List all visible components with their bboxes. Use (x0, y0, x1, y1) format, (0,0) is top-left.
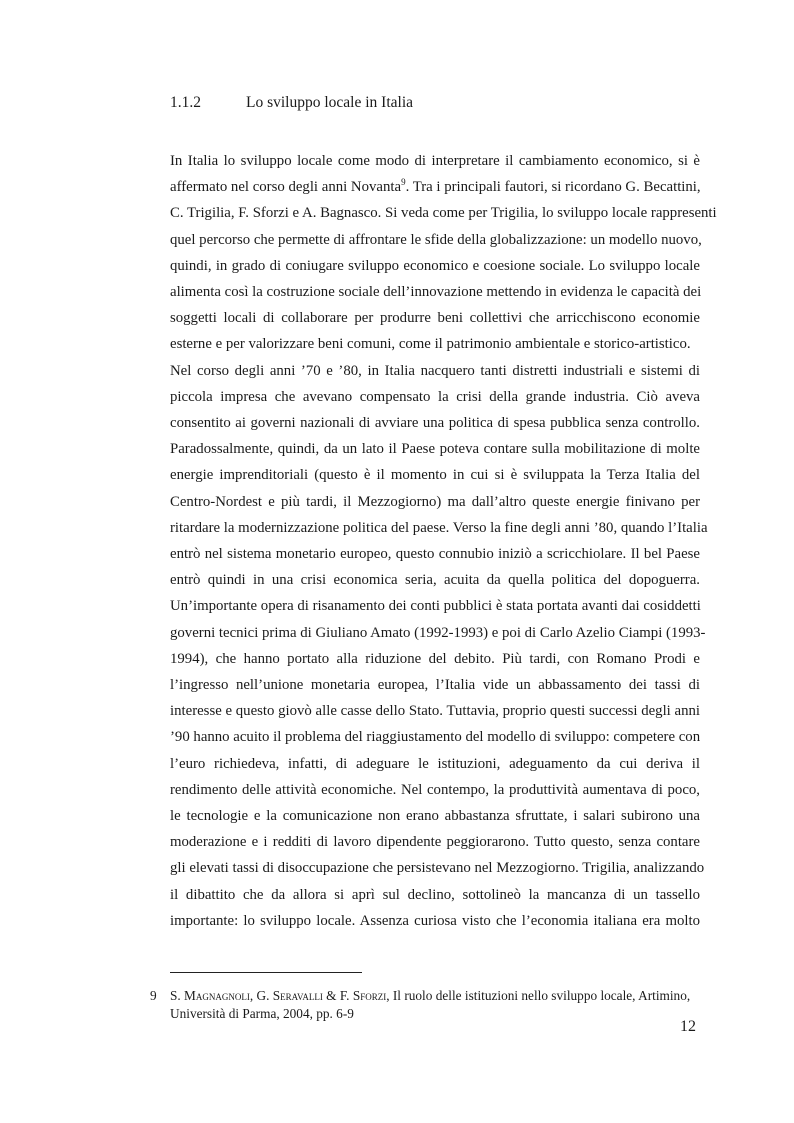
paragraph-2-line: entrò nel sistema monetario europeo, questo connubio iniziò a scricchiolare. Il bel Paese (170, 546, 700, 563)
section-heading (170, 94, 413, 112)
paragraph-2-line: consentito ai governi nazionali di avviare una politica di spesa pubblica senza controllo. (170, 415, 700, 432)
paragraph-1-line: alimenta così la costruzione sociale dell’innovazione mettendo in evidenza le capacità dei (170, 284, 702, 301)
paragraph-2-line: entrò quindi in una crisi economica seria, acuita da quella politica del dopoguerra. (170, 572, 700, 589)
paragraph-2-line: importante: lo sviluppo locale. Assenza curiosa visto che l’economia italiana era molto (170, 912, 700, 929)
paragraph-2-line: Un’importante opera di risanamento dei conti pubblici è stata portata avanti dai cosiddetti (170, 598, 701, 615)
paragraph-1-line: In Italia lo sviluppo locale come modo di interpretare il cambiamento economico, si è (170, 153, 700, 169)
section-title: Lo sviluppo locale in Italia (246, 94, 414, 111)
paragraph-2-line: piccola impresa che avevano compensato la crisi della grande industria. Ciò aveva (170, 388, 700, 405)
paragraph-1-line: quindi, in grado di coniugare sviluppo economico e coesione sociale. Lo sviluppo locale (170, 257, 700, 274)
paragraph-2-line: Nel corso degli anni ’70 e ’80, in Italia nacquero tanti distretti industriali e sistemi di (170, 362, 700, 379)
footnote-text-continued: Università di Parma, 2004, pp. 6-9 (170, 1006, 354, 1021)
body-text (170, 148, 717, 934)
paragraph-2-line: gli elevati tassi di disoccupazione che persistevano nel Mezzogiorno. Trigilia, analizzando (170, 860, 705, 877)
paragraph-1-line: quel percorso che permette di affrontare le sfide della globalizzazione: un modello nuovo, (170, 231, 702, 248)
footnote-number: 9 (150, 988, 157, 1003)
paragraph-2-line: rendimento delle attività economiche. Nel contempo, la produttività aumentava di poco, (170, 781, 700, 798)
paragraph-1-line: C. Trigilia, F. Sforzi e A. Bagnasco. Si veda come per Trigilia, lo sviluppo locale rappresenti (170, 205, 717, 222)
footnote (150, 987, 710, 1023)
paragraph-2-line: ’90 hanno acuito il problema del riaggiustamento del modello di sviluppo: competere con (170, 729, 701, 746)
paragraph-2-line: energie imprenditoriali (questo è il momento in cui si è sviluppata la Terza Italia del (170, 467, 700, 484)
footnote-reference: 9 (401, 177, 406, 188)
paragraph-2-line: le tecnologie e la comunicazione non erano abbastanza sfruttate, i salari subirono una (170, 808, 700, 825)
section-number: 1.1.2 (170, 94, 201, 111)
paragraph-2-line: ritardare la modernizzazione politica del paese. Verso la fine degli anni ’80, quando l’Italia (170, 519, 708, 536)
paragraph-2-line: 1994), che hanno portato alla riduzione del debito. Più tardi, con Romano Prodi e (170, 650, 700, 667)
paragraph-2-line: moderazione e i redditi di lavoro dipendente peggiorarono. Tutto questo, senza contare (170, 834, 700, 851)
paragraph-1-line: esterne e per valorizzare beni comuni, come il patrimonio ambientale e storico-artistico. (170, 336, 691, 353)
footnote-text: S. Magnagnoli, G. Seravalli & F. Sforzi, Il ruolo delle istituzioni nello sviluppo locale, Artimino, (170, 988, 691, 1003)
paragraph-2-line: l’ingresso nell’unione monetaria europea, l’Italia vide un abbassamento dei tassi di (170, 677, 700, 694)
paragraph-2-line: Centro-Nordest e più tardi, il Mezzogiorno) ma dall’altro queste energie finivano per (170, 493, 700, 510)
paragraph-1-line: soggetti locali di collaborare per produrre beni collettivi che arricchiscono economie (170, 310, 700, 327)
page-number: 12 (680, 1018, 696, 1035)
paragraph-1-line: affermato nel corso degli anni Novanta$^9$. Tra i principali fautori, si ricordano G. Becattini, (170, 177, 701, 196)
paragraph-2-line: il dibattito che da allora si aprì sul declino, sottolineò la mancanza di un tassello (170, 886, 700, 903)
paragraph-2-line: interesse e questo giovò alle casse dello Stato. Tuttavia, proprio questi successi degli anni (170, 703, 700, 720)
paragraph-2-line: governi tecnici prima di Giuliano Amato (1992-1993) e poi di Carlo Azelio Ciampi (1993- (170, 624, 706, 641)
paragraph-2-line: Paradossalmente, quindi, da un lato il Paese poteva contare sulla mobilitazione di molte (170, 441, 700, 458)
footnote-separator (170, 972, 362, 973)
paragraph-2-line: l’euro richiedeva, infatti, di adeguare le istituzioni, adeguamento da cui deriva il (170, 755, 700, 772)
